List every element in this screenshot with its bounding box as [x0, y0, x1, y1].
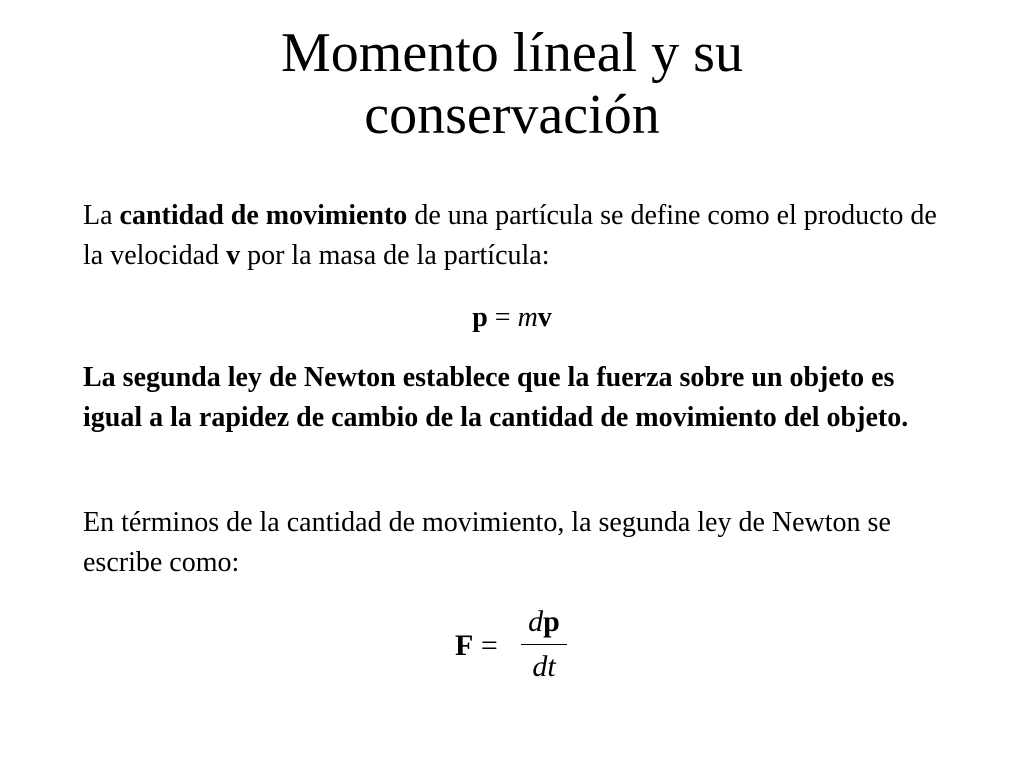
definition-text-3: por la masa de la partícula: — [240, 240, 550, 271]
slide-title — [0, 22, 1024, 146]
equals-sign: = — [487, 302, 518, 333]
newton-momentum-intro: En términos de la cantidad de movimiento, la segunda ley de Newton se escribe como: — [83, 507, 891, 578]
definition-term: cantidad de movimiento — [119, 200, 408, 231]
definition-paragraph — [83, 196, 953, 276]
momentum-equation — [0, 298, 1024, 338]
fraction-denominator: dt — [532, 650, 556, 683]
slide-title-line-1: Momento líneal y su — [281, 22, 743, 84]
force-equals-sign: = — [473, 629, 498, 662]
momentum-symbol: p — [472, 302, 488, 333]
mass-symbol: m — [517, 302, 538, 333]
numerator-d: d — [528, 605, 544, 638]
derivative-fraction — [521, 602, 567, 687]
fraction-numerator — [521, 602, 567, 642]
fraction-bar — [521, 644, 567, 645]
numerator-p: p — [543, 605, 560, 638]
slide-title-line-2: conservación — [364, 84, 660, 146]
newton-law-statement: La segunda ley de Newton establece que la fuerza sobre un objeto es igual a la rapidez de cambio de la cantidad de movimiento del objeto. — [83, 362, 909, 433]
velocity-symbol: v — [226, 240, 241, 271]
velocity-vector-symbol: v — [537, 302, 552, 333]
definition-text-1: La — [83, 200, 120, 231]
force-equation-lhs — [455, 626, 498, 666]
definition-text-2: de una partícula se define como el producto de la velocidad — [83, 200, 937, 271]
force-symbol: F — [455, 629, 474, 662]
